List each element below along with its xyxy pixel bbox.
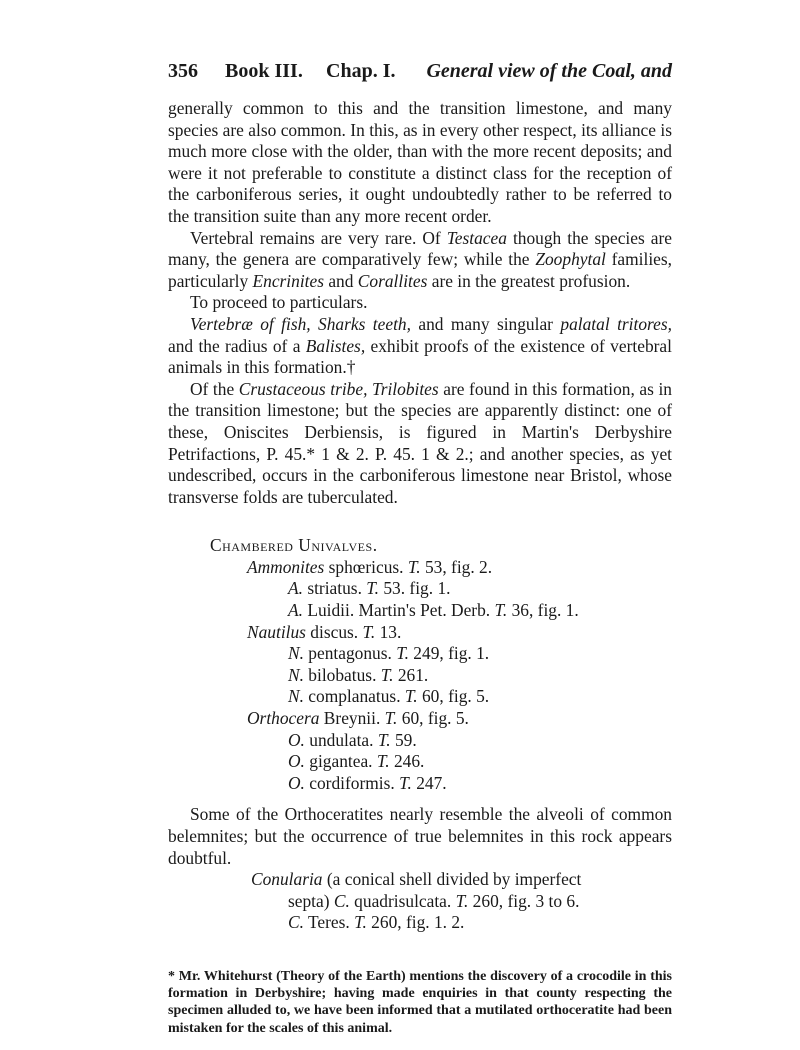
list-item bbox=[168, 686, 672, 708]
conularia-line-3 bbox=[168, 912, 672, 934]
univalve-list bbox=[168, 535, 672, 794]
plate-ref: 249, fig. 1. bbox=[408, 643, 490, 664]
list-heading: Chambered Univalves. bbox=[210, 535, 378, 556]
paragraph-1: generally common to this and the transition limestone, and many species are also common. In this, as in every other respect, its alliance is much more close with the older, than with the more recent deposits; and were it not preferable to constitute a distinct class for the reception of the carboniferous series, it ought undoubtedly rather to be referred to the transition suite than any more recent order. bbox=[168, 98, 672, 226]
book-label: Book III. bbox=[225, 60, 303, 82]
running-head bbox=[168, 56, 672, 88]
species-name: bilobatus. bbox=[303, 664, 381, 685]
list-item bbox=[168, 751, 672, 773]
p2-zoophytal: Zoophytal bbox=[535, 249, 606, 270]
plate-ref: 36, fig. 1. bbox=[507, 600, 579, 621]
species-name: Breynii. bbox=[319, 708, 385, 729]
p2-text-e: families, particularly bbox=[168, 249, 673, 291]
p2-testacea: Testacea bbox=[446, 227, 507, 248]
genus-name: N. bbox=[288, 686, 304, 707]
table-abbrev: T. bbox=[380, 664, 394, 685]
plate-ref: 247. bbox=[411, 772, 447, 793]
body-text-lower bbox=[168, 804, 672, 869]
p2-corallites: Corallites bbox=[357, 270, 428, 291]
p2-text-c: though the species are many, the genera are comparatively few; while the bbox=[168, 227, 672, 270]
plate-ref: 59. bbox=[390, 729, 417, 750]
conularia-desc: (a conical shell divided by imperfect bbox=[322, 869, 582, 890]
species-name: discus. bbox=[305, 621, 363, 642]
species-name: cordiformis. bbox=[304, 772, 400, 793]
book-page bbox=[168, 56, 672, 1037]
table-abbrev: T. bbox=[362, 621, 376, 642]
plate-ref: 260, fig. 3 to 6. bbox=[468, 890, 580, 911]
table-abbrev: T. bbox=[399, 772, 412, 793]
plate-ref: 246. bbox=[389, 751, 425, 772]
paragraph-2 bbox=[168, 228, 672, 293]
species-name: striatus. bbox=[302, 578, 367, 599]
genus-name: O. bbox=[288, 772, 305, 793]
species-name: Luidii. Martin's Pet. Derb. bbox=[302, 600, 495, 621]
species-name: quadrisulcata. bbox=[349, 890, 456, 911]
conularia-line-2 bbox=[168, 891, 672, 913]
plate-ref: 260, fig. 1. 2. bbox=[366, 912, 465, 933]
conularia-entry bbox=[168, 869, 672, 934]
species-name: Teres. bbox=[303, 912, 355, 933]
p4-balistes: Balistes, bbox=[305, 335, 366, 356]
table-abbrev: T. bbox=[407, 556, 421, 577]
p4-text-f: exhibit proofs of the existence of vertebral animals in this formation.† bbox=[168, 335, 672, 378]
plate-ref: 53, fig. 2. bbox=[420, 556, 493, 577]
list-item bbox=[168, 730, 672, 752]
conularia-septa: septa) bbox=[288, 890, 334, 911]
footnote: * Mr. Whitehurst (Theory of the Earth) mentions the discovery of a crocodile in this formation in Derbyshire; having made enquiries in that county respecting the specimen alluded to, we have been informed that a mutilated orthoceratite had been mistaken for the scales of this animal. bbox=[168, 968, 672, 1036]
list-item bbox=[168, 578, 672, 600]
list-item bbox=[168, 643, 672, 665]
p4-palatal: palatal tritores, bbox=[560, 313, 672, 334]
chapter-label: Chap. I. bbox=[326, 60, 396, 82]
p4-text-b: and many singular bbox=[410, 313, 561, 334]
genus-name: Nautilus bbox=[247, 621, 306, 642]
table-abbrev: T. bbox=[354, 912, 367, 933]
page-number: 356 bbox=[168, 60, 198, 82]
species-name: complanatus. bbox=[303, 686, 405, 707]
p2-text-g: and bbox=[323, 270, 358, 291]
table-abbrev: T. bbox=[396, 643, 409, 664]
plate-ref: 261. bbox=[393, 664, 429, 685]
list-item bbox=[168, 600, 672, 622]
list-item bbox=[168, 773, 672, 795]
genus-name: A. bbox=[288, 578, 303, 599]
p2-text-i: are in the greatest profusion. bbox=[427, 270, 631, 291]
table-abbrev: T. bbox=[494, 600, 508, 621]
paragraph-5 bbox=[168, 379, 672, 509]
running-title: General view of the Coal, and bbox=[426, 60, 672, 82]
body-text bbox=[168, 98, 672, 508]
genus-name: A. bbox=[288, 600, 303, 621]
genus-name: Conularia bbox=[251, 869, 323, 890]
paragraph-3: To proceed to particulars. bbox=[190, 292, 368, 313]
table-abbrev: T. bbox=[455, 890, 469, 911]
genus-name: N. bbox=[288, 643, 304, 664]
table-abbrev: T. bbox=[377, 729, 391, 750]
genus-name: O. bbox=[288, 729, 305, 750]
list-item bbox=[168, 557, 672, 579]
plate-ref: 53. fig. 1. bbox=[379, 578, 451, 599]
list-item bbox=[168, 708, 672, 730]
table-abbrev: T. bbox=[404, 686, 418, 707]
conularia-line-1 bbox=[168, 869, 672, 891]
species-name: sphœricus. bbox=[324, 556, 408, 577]
p5-text-a: Of the bbox=[190, 378, 239, 399]
species-name: gigantea. bbox=[304, 751, 377, 772]
genus-abbrev: C. bbox=[288, 912, 304, 933]
paragraph-4 bbox=[168, 314, 672, 379]
p2-text-a: Vertebral remains are very rare. Of bbox=[190, 227, 447, 248]
paragraph-6: Some of the Orthoceratites nearly resemble the alveoli of common belemnites; but the occurrence of true belemnites in this rock appears doubtful. bbox=[168, 804, 672, 868]
genus-name: Orthocera bbox=[247, 708, 320, 729]
genus-name: O. bbox=[288, 751, 305, 772]
p4-vertebrae: Vertebræ of fish, Sharks teeth, bbox=[190, 313, 411, 334]
table-abbrev: T. bbox=[366, 578, 379, 599]
genus-abbrev: C. bbox=[333, 890, 350, 911]
species-name: pentagonus. bbox=[303, 643, 397, 664]
genus-name: Ammonites bbox=[247, 556, 325, 577]
genus-name: N. bbox=[288, 664, 304, 685]
species-name: undulata. bbox=[304, 729, 378, 750]
table-abbrev: T. bbox=[376, 751, 390, 772]
p2-encrinites: Encrinites bbox=[252, 270, 324, 291]
table-abbrev: T. bbox=[384, 708, 398, 729]
list-item bbox=[168, 622, 672, 644]
p4-text-d: and the radius of a bbox=[168, 335, 306, 356]
plate-ref: 60, fig. 5. bbox=[397, 708, 469, 729]
plate-ref: 60, fig. 5. bbox=[417, 686, 490, 707]
plate-ref: 13. bbox=[375, 621, 402, 642]
p5-crustaceous: Crustaceous tribe, Trilobites bbox=[238, 378, 439, 399]
p5-text-c: are found in this formation, as in the transition limestone; but the species are apparently distinct: one of these, Oniscites Derbiensis, is figured in Martin's Derbyshire Petrifactions, P. 45.* 1 & 2. P. 45. 1 & 2.; and another species, as yet undescribed, occurs in the carboniferous limestone near Bristol, whose transverse folds are tuberculated. bbox=[168, 378, 672, 507]
list-item bbox=[168, 665, 672, 687]
